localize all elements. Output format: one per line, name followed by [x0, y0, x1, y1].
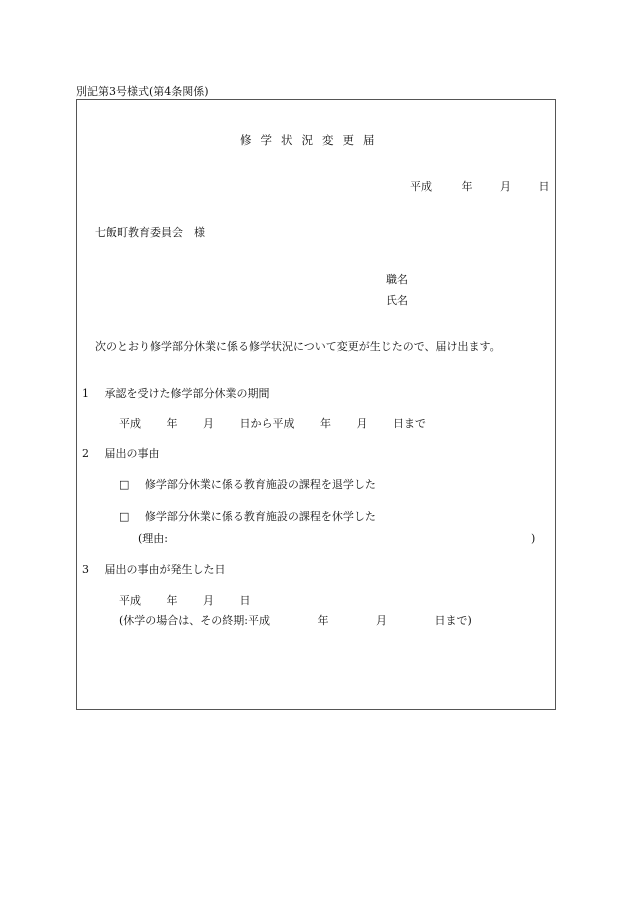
- date-year: 年: [461, 180, 473, 193]
- checkbox[interactable]: □: [119, 510, 130, 523]
- period-era: 平成: [119, 417, 141, 430]
- section2-heading: [82, 447, 160, 461]
- section2-title: 届出の事由: [104, 447, 160, 460]
- section3-number: 3: [82, 563, 89, 576]
- occ-month: 月: [203, 594, 214, 607]
- period-month2: 月: [356, 417, 368, 430]
- date-era: 平成: [410, 180, 432, 193]
- section1-number: 1: [82, 387, 89, 400]
- addressee: 七飯町教育委員会 様: [95, 226, 205, 239]
- section3-heading: [82, 563, 226, 577]
- occ-era: 平成: [119, 594, 141, 607]
- date-day: 日: [538, 180, 550, 193]
- form-title: 修学状況変更届: [240, 133, 384, 147]
- leave-year: 年: [317, 614, 329, 627]
- approved-period: [119, 417, 426, 431]
- name-label: 氏名: [386, 294, 408, 307]
- leave-month: 月: [376, 614, 387, 627]
- period-year: 年: [166, 417, 178, 430]
- reason-option-withdraw[interactable]: [119, 478, 376, 492]
- leave-end-note: [119, 614, 472, 628]
- option-label: 修学部分休業に係る教育施設の課程を休学した: [144, 510, 376, 523]
- period-from: 日から平成: [239, 417, 295, 430]
- occ-year: 年: [166, 594, 178, 607]
- reason-label: (理由:: [138, 532, 168, 545]
- leave-prefix: (休学の場合は、その終期:平成: [119, 614, 270, 627]
- period-year2: 年: [320, 417, 331, 430]
- section3-title: 届出の事由が発生した日: [104, 563, 226, 576]
- submission-date: [410, 180, 550, 194]
- header-note: 別記第3号様式(第4条関係): [76, 85, 209, 98]
- section2-number: 2: [82, 447, 89, 460]
- occ-day: 日: [239, 594, 251, 607]
- checkbox[interactable]: □: [119, 478, 130, 491]
- reason-close: ): [531, 532, 536, 545]
- reason-option-leave[interactable]: [119, 510, 376, 524]
- intro-text: 次のとおり修学部分休業に係る修学状況について変更が生じたので、届け出ます。: [95, 340, 501, 353]
- position-label: 職名: [386, 273, 408, 286]
- period-month: 月: [203, 417, 214, 430]
- leave-suffix: 日まで): [434, 614, 472, 627]
- section1-heading: [82, 387, 270, 401]
- date-month: 月: [500, 180, 511, 193]
- option-label: 修学部分休業に係る教育施設の課程を退学した: [144, 478, 376, 491]
- period-to: 日まで: [393, 417, 426, 430]
- occurrence-date: [119, 594, 251, 608]
- section1-title: 承認を受けた修学部分休業の期間: [104, 387, 270, 400]
